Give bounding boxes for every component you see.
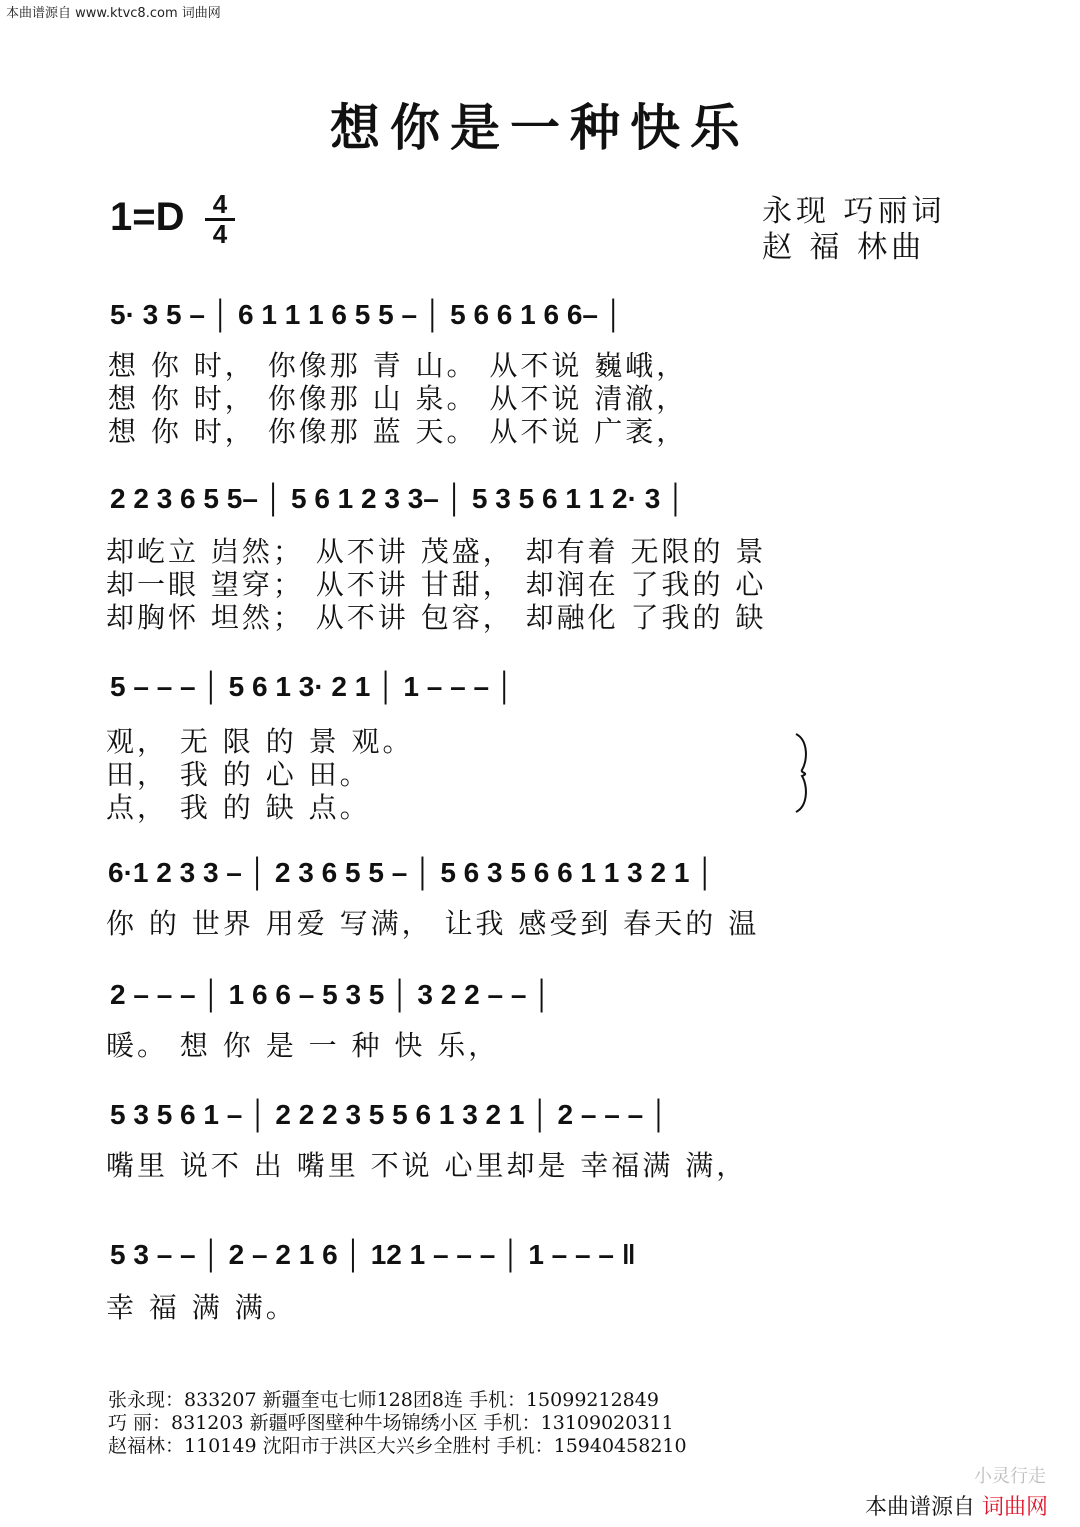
composer-credit: 赵 福 林曲 [762, 230, 926, 265]
notes-row-7: 5 3 – – │ 2 – 2 1 6 │ 12 1 – – – │ 1 – – – ‖ [110, 1239, 636, 1270]
lyrics-row-6: 嘴里 说不 出 嘴里 不说 心里却是 幸福满 满， [106, 1149, 748, 1182]
notes-row-2: 2 2 3 6 5 5– │ 5 6 1 2 3 3– │ 5 3 5 6 1 1 2· 3 │ [110, 483, 686, 514]
time-signature-bottom: 4 [212, 219, 228, 249]
lyrics-row-1-verse-2: 想 你 时， 你像那 山 泉。 从不说 清澈， [108, 382, 688, 415]
lyrics-row-3-verse-3: 点， 我 的 缺 点。 [106, 791, 371, 824]
lyrics-row-2-verse-1: 却屹立 岿然； 从不讲 茂盛， 却有着 无限的 景 [106, 535, 767, 568]
notes-row-3: 5 – – – │ 5 6 1 3· 2 1 │ 1 – – – │ [110, 671, 515, 702]
lyrics-row-1-verse-3: 想 你 时， 你像那 蓝 天。 从不说 广袤， [108, 415, 688, 448]
contact-line-1: 张永现：833207 新疆奎屯七师128团8连 手机：15099212849 [108, 1389, 659, 1411]
lyrics-row-4: 你 的 世界 用爱 写满， 让我 感受到 春天的 温 [106, 907, 760, 940]
faint-watermark: 小灵行走 [974, 1466, 1046, 1487]
lyrics-row-7: 幸 福 满 满。 [106, 1291, 297, 1324]
lyrics-row-2-verse-2: 却一眼 望穿； 从不讲 甘甜， 却润在 了我的 心 [106, 568, 767, 601]
notes-row-1: 5· 3 5 – │ 6 1 1 1 6 5 5 – │ 5 6 6 1 6 6– │ [110, 299, 624, 330]
lyricist-credit: 永现 巧丽词 [762, 194, 946, 229]
lyrics-row-3-verse-1: 观， 无 限 的 景 观。 [106, 725, 414, 758]
verse-brace-icon [790, 730, 818, 816]
contact-line-2: 巧 丽：831203 新疆呼图壁种牛场锦绣小区 手机：13109020311 [108, 1412, 674, 1434]
bottom-watermark-right: 词曲网 [981, 1495, 1048, 1520]
notes-row-5: 2 – – – │ 1 6 6 – 5 3 5 │ 3 2 2 – – │ [110, 979, 552, 1010]
top-watermark: 本曲谱源自 www.ktvc8.com 词曲网 [6, 6, 221, 21]
time-signature-top: 4 [212, 189, 228, 219]
lyrics-row-5: 暖。 想 你 是 一 种 快 乐， [106, 1029, 500, 1062]
notes-row-6: 5 3 5 6 1 – │ 2 2 2 3 5 5 6 1 3 2 1 │ 2 – – – │ [110, 1099, 669, 1130]
song-title: 想你是一种快乐 [330, 98, 750, 157]
notes-row-4: 6·1 2 3 3 – │ 2 3 6 5 5 – │ 5 6 3 5 6 6 1 1 3 2 1 │ [108, 857, 715, 888]
contact-line-3: 赵福林：110149 沈阳市于洪区大兴乡全胜村 手机：15940458210 [108, 1435, 687, 1457]
key-signature: 1=D [110, 195, 185, 239]
bottom-watermark-left: 本曲谱源自 [864, 1495, 975, 1520]
lyrics-row-2-verse-3: 却胸怀 坦然； 从不讲 包容， 却融化 了我的 缺 [106, 601, 767, 634]
time-signature [205, 189, 235, 249]
lyrics-row-3-verse-2: 田， 我 的 心 田。 [106, 758, 371, 791]
lyrics-row-1-verse-1: 想 你 时， 你像那 青 山。 从不说 巍峨， [108, 349, 688, 382]
bottom-watermark [865, 1490, 1048, 1521]
